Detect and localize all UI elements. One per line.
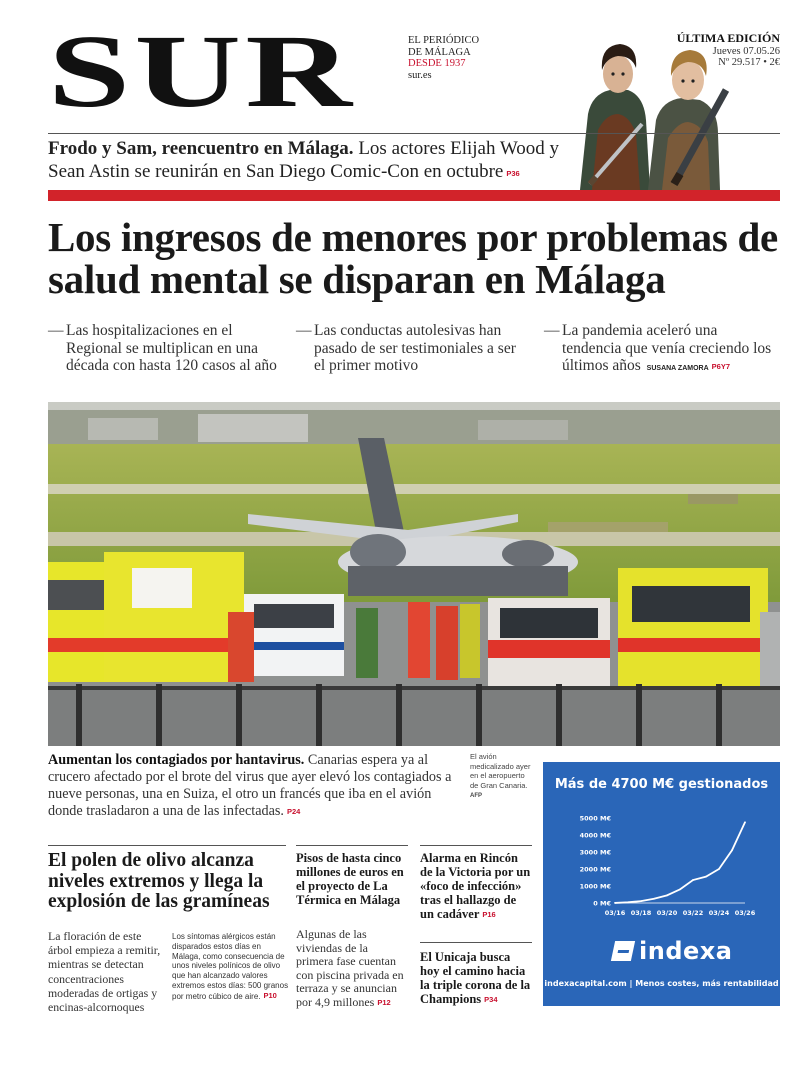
story-unicaja-page-ref: P34: [484, 995, 498, 1004]
y-tick-label: 2000 M€: [579, 865, 611, 874]
teaser-photo[interactable]: [570, 34, 730, 190]
story-polen-body: La floración de este árbol empieza a remitir, mientras se detectan concentraciones moderadas de ortigas y encinas-alcornoques: [48, 929, 161, 1015]
story-rincon-title: Alarma en Rincón de la Victoria por un «foco de infección» tras el hallazgo de un cadáver: [420, 851, 531, 921]
data-point: [718, 868, 720, 870]
photo-credit: AFP: [470, 793, 482, 799]
newspaper-logo: SUR: [48, 14, 357, 129]
bullet-3: [544, 322, 780, 378]
x-tick-label: 03/16: [604, 909, 626, 917]
column-rule: [296, 845, 408, 846]
data-point: [705, 876, 707, 878]
issue-date: Jueves 07.05.26: [712, 45, 780, 57]
indexa-logo: [613, 937, 732, 965]
story-unicaja[interactable]: [420, 950, 532, 1007]
caption-text: Canarias espera ya al crucero afectado por el brote del virus que ayer elevó los contagiados a nueve personas, una en Suiza, el otro un francés que iba en el avión donde trasladaron a una de las infectadas.: [48, 752, 452, 819]
ad-title: Más de 4700 M€ gestionados: [554, 777, 769, 792]
indexa-logo-icon: [611, 941, 635, 961]
photo-caption[interactable]: [48, 752, 458, 820]
photo-note: [470, 752, 532, 802]
teaser-lead: Frodo y Sam, reencuentro en Málaga.: [48, 138, 354, 159]
story-pisos-title[interactable]: Pisos de hasta cinco millones de euros en el proyecto de La Térmica en Málaga: [296, 851, 404, 907]
column-rule: [420, 942, 532, 943]
bullet-dash: —: [296, 322, 312, 339]
story-polen-extra-text: Los síntomas alérgicos están disparados estos días en Málaga, como consecuencia de unos niveles polínicos de olivo que han alcanzado valores extremos estos días: 500 granos por metro cúbico de aire.: [172, 932, 289, 1001]
story-pisos-page-ref: P12: [377, 997, 391, 1007]
x-tick-label: 03/20: [656, 909, 678, 917]
teaser-rule: [48, 133, 780, 134]
bullet-dash: —: [544, 322, 560, 339]
ad-line-chart: [543, 808, 780, 928]
data-point: [666, 894, 668, 896]
tagline-line2: DE MÁLAGA: [408, 46, 471, 58]
data-point: [614, 902, 616, 904]
photo-note-text: El avión medicalizado ayer en el aeropuerto de Gran Canaria.: [470, 752, 531, 790]
founded-label: DESDE 1937: [408, 58, 466, 69]
story-polen-title[interactable]: El polen de olivo alcanza niveles extremos y llega la explosión de las gramíneas: [48, 850, 270, 912]
x-tick-label: 03/18: [630, 909, 652, 917]
story-pisos-body: [296, 928, 408, 1009]
caption-page-ref: P24: [286, 807, 301, 816]
story-rincon[interactable]: [420, 851, 532, 922]
caption-lead: Aumentan los contagiados por hantavirus.: [48, 752, 305, 768]
story-polen-page-ref: P10: [263, 990, 277, 1000]
column-rule: [420, 845, 532, 846]
x-tick-label: 03/26: [734, 909, 756, 917]
data-point: [640, 900, 642, 902]
data-point: [731, 849, 733, 851]
data-point: [692, 879, 694, 881]
indexa-brand: indexa: [639, 937, 733, 965]
main-headline[interactable]: Los ingresos de menores por problemas de salud mental se disparan en Málaga: [48, 214, 778, 302]
teaser-page-ref: P36: [506, 169, 520, 178]
tagline-line1: EL PERIÓDICO: [408, 35, 480, 46]
red-divider: [48, 190, 780, 201]
bullet-dash: —: [48, 322, 64, 339]
masthead-meta: [408, 35, 479, 81]
byline: SUSANA ZAMORA: [646, 365, 709, 372]
teaser-text: Los actores Elijah Wood y Sean Astin se reunirán en San Diego Comic-Con en octubre: [48, 138, 560, 182]
data-point: [627, 901, 629, 903]
bullet-text: Las conductas autolesivas han pasado de ser testimoniales a ser el primer motivo: [314, 322, 516, 374]
y-tick-label: 4000 M€: [579, 831, 611, 840]
y-tick-label: 3000 M€: [579, 848, 611, 857]
data-point: [653, 898, 655, 900]
bullet-page-ref: P6Y7: [711, 362, 730, 371]
issue-number-price: Nº 29.517 • 2€: [718, 57, 780, 68]
main-photo[interactable]: [48, 402, 780, 746]
bullet-text: Las hospitalizaciones en el Regional se multiplican en una década con hasta 120 casos al año: [66, 322, 277, 374]
y-tick-label: 0 M€: [593, 899, 611, 908]
website-link[interactable]: sur.es: [408, 69, 432, 81]
bullet-2: [296, 322, 518, 375]
edition-label: ÚLTIMA EDICIÓN: [676, 31, 780, 45]
y-tick-label: 1000 M€: [579, 882, 611, 891]
series-line: [615, 822, 745, 903]
bullet-text: La pandemia aceleró una tendencia que venía creciendo los últimos años: [562, 322, 772, 374]
story-pisos-body-text: Algunas de las viviendas de la primera fase cuentan con piscina privada en terraza y se anuncian por 4,9 millones: [296, 927, 404, 1009]
bullet-1: [48, 322, 278, 375]
story-unicaja-title: El Unicaja busca hoy el camino hacia la triple corona de la Champions: [420, 950, 531, 1006]
story-rincon-page-ref: P16: [482, 910, 496, 919]
data-point: [744, 821, 746, 823]
indexa-ad[interactable]: [543, 762, 780, 1006]
column-rule: [48, 845, 286, 846]
ad-footer: indexacapital.com | Menos costes, más rentabilidad: [544, 979, 779, 988]
data-point: [679, 889, 681, 891]
x-tick-label: 03/22: [682, 909, 704, 917]
x-tick-label: 03/24: [708, 909, 730, 917]
teaser-story[interactable]: [48, 137, 568, 185]
story-polen-extra: [172, 932, 290, 1002]
y-tick-label: 5000 M€: [579, 814, 611, 823]
